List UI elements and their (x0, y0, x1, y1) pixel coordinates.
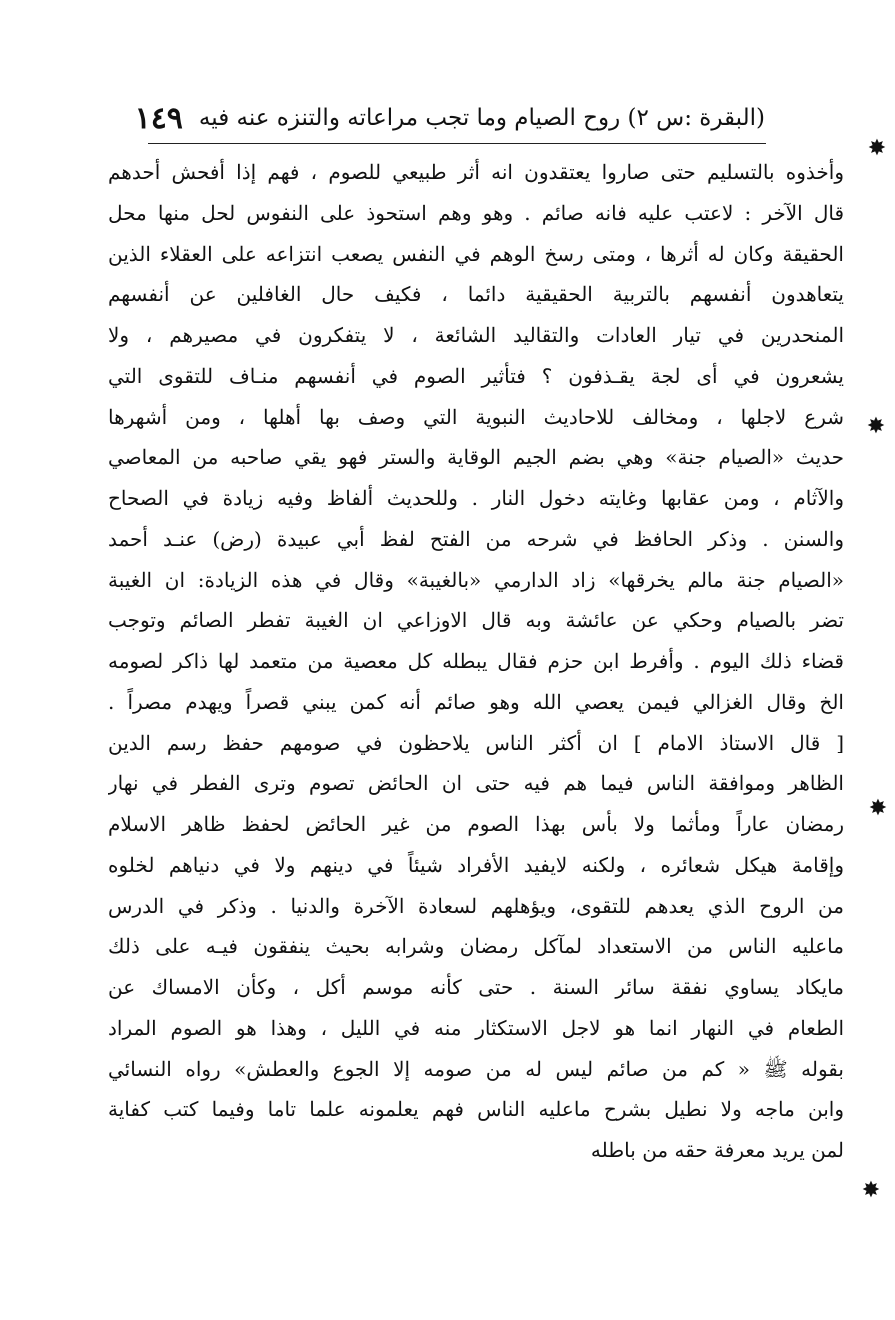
text-line: شرع لاجلها ، ومخالف للاحاديث النبوية التي وصف بها أهلها ، ومن أشهرها (108, 404, 844, 429)
text-line: بقوله ﷺ « كم من صائم ليس له من صومه إلا الجوع والعطش» رواه النسائي (108, 1056, 844, 1081)
text-line: والسنن . وذكر الحافظ في شرحه من الفتح لفظ أبي عبيدة (رض) عنـد أحمد (108, 526, 844, 551)
text-line: الظاهر وموافقة الناس فيما هم فيه حتى ان الحائض تصوم وترى الفطر في نهار (108, 771, 844, 796)
text-line: وأخذوه بالتسليم حتى صاروا يعتقدون انه أثر طبيعي للصوم ، فهم إذا أفحش أحدهم (108, 160, 844, 184)
text-line: رمضان عاراً ومأثما ولا بأس بهذا الصوم من غير الحائض لحفظ ظاهر الاسلام (108, 812, 844, 836)
text-line: يشعرون في أى لجة يقـذفون ؟ فتأثير الصوم في أنفسهم منـاف للتقوى التي (108, 363, 844, 388)
text-line: والآثام ، ومن عقابها وغايته دخول النار . وللحديث ألفاظ وفيه زيادة في الصحاح (108, 486, 844, 510)
text-line: يتعاهدون أنفسهم بالتربية الحقيقية دائما ، فكيف حال الغافلين عن أنفسهم (108, 282, 844, 307)
star-burst-icon: ✸ (867, 136, 887, 161)
text-line: قال الآخر : لاعتب عليه فانه صائم . وهو وهم استحوذ على النفوس لحل منها محل (108, 200, 844, 225)
text-line: تضر بالصيام وحكي عن عائشة وبه قال الاوزاعي ان الغيبة تفطر الصائم وتوجب (108, 608, 844, 633)
star-burst-icon: ✸ (861, 1178, 881, 1203)
text-line: وإقامة هيكل شعائره ، ولكنه لايفيد الأفراد شيئاً في دينهم ولا في دنياهم لخلوه (108, 852, 844, 877)
text-line: «الصيام جنة مالم يخرقها» زاد الدارمي «بالغيبة» وقال في هذه الزيادة: ان الغيبة (108, 567, 844, 592)
text-line: الحقيقة وكان له أثرها ، ومتى رسخ الوهم في النفس يصعب انتزاعه على العقلاء الذين (108, 241, 844, 266)
text-line: من الروح الذي يعدهم للتقوى، ويؤهلهم لسعادة الآخرة والدنيا . وذكر في الدرس (108, 893, 844, 918)
text-line: الطعام في النهار انما هو لاجل الاستكثار منه في الليل ، وهذا هو الصوم المراد (108, 1015, 844, 1040)
star-burst-icon: ✸ (868, 796, 888, 821)
text-line: المنحدرين في تيار العادات والتقاليد الشائعة ، لا يتفكرون في مصيرهم ، ولا (108, 323, 844, 347)
running-header (134, 98, 765, 138)
text-line: الخ وقال الغزالي فيمن يعصي الله وهو صائم أنه كمن يبني قصراً ويهدم مصراً . (108, 689, 844, 714)
text-line: قضاء ذلك اليوم . وأفرط ابن حزم فقال يبطله كل معصية من متعمد لها ذاكر لصومه (108, 649, 844, 673)
text-line: حديث «الصيام جنة» وهي بضم الجيم الوقاية والستر فهو يقي صاحبه من المعاصي (108, 445, 844, 470)
star-burst-icon: ✸ (866, 414, 886, 439)
page-number: ١٤٩ (134, 100, 183, 136)
text-line: ماعليه الناس من الاستعداد لمآكل رمضان وشرابه بحيث ينفقون فيـه على ذلك (108, 934, 844, 959)
header-title: (البقرة :س ٢) روح الصيام وما تجب مراعاته والتنزه عنه فيه (198, 105, 765, 131)
header-rule (148, 143, 766, 144)
text-line: لمن يريد معرفة حقه من باطله (590, 1138, 844, 1162)
text-line: وابن ماجه ولا نطيل بشرح ماعليه الناس فهم يعلمونه علما تاما وفيما كتب كفاية (108, 1097, 844, 1122)
body-text (108, 152, 844, 1171)
text-line: [ قال الاستاذ الامام ] ان أكثر الناس يلاحظون في صومهم حفظ رسم الدين (108, 730, 844, 755)
text-line: مايكاد يساوي نفقة سائر السنة . حتى كأنه موسم أكل ، وكأن الامساك عن (108, 975, 844, 999)
